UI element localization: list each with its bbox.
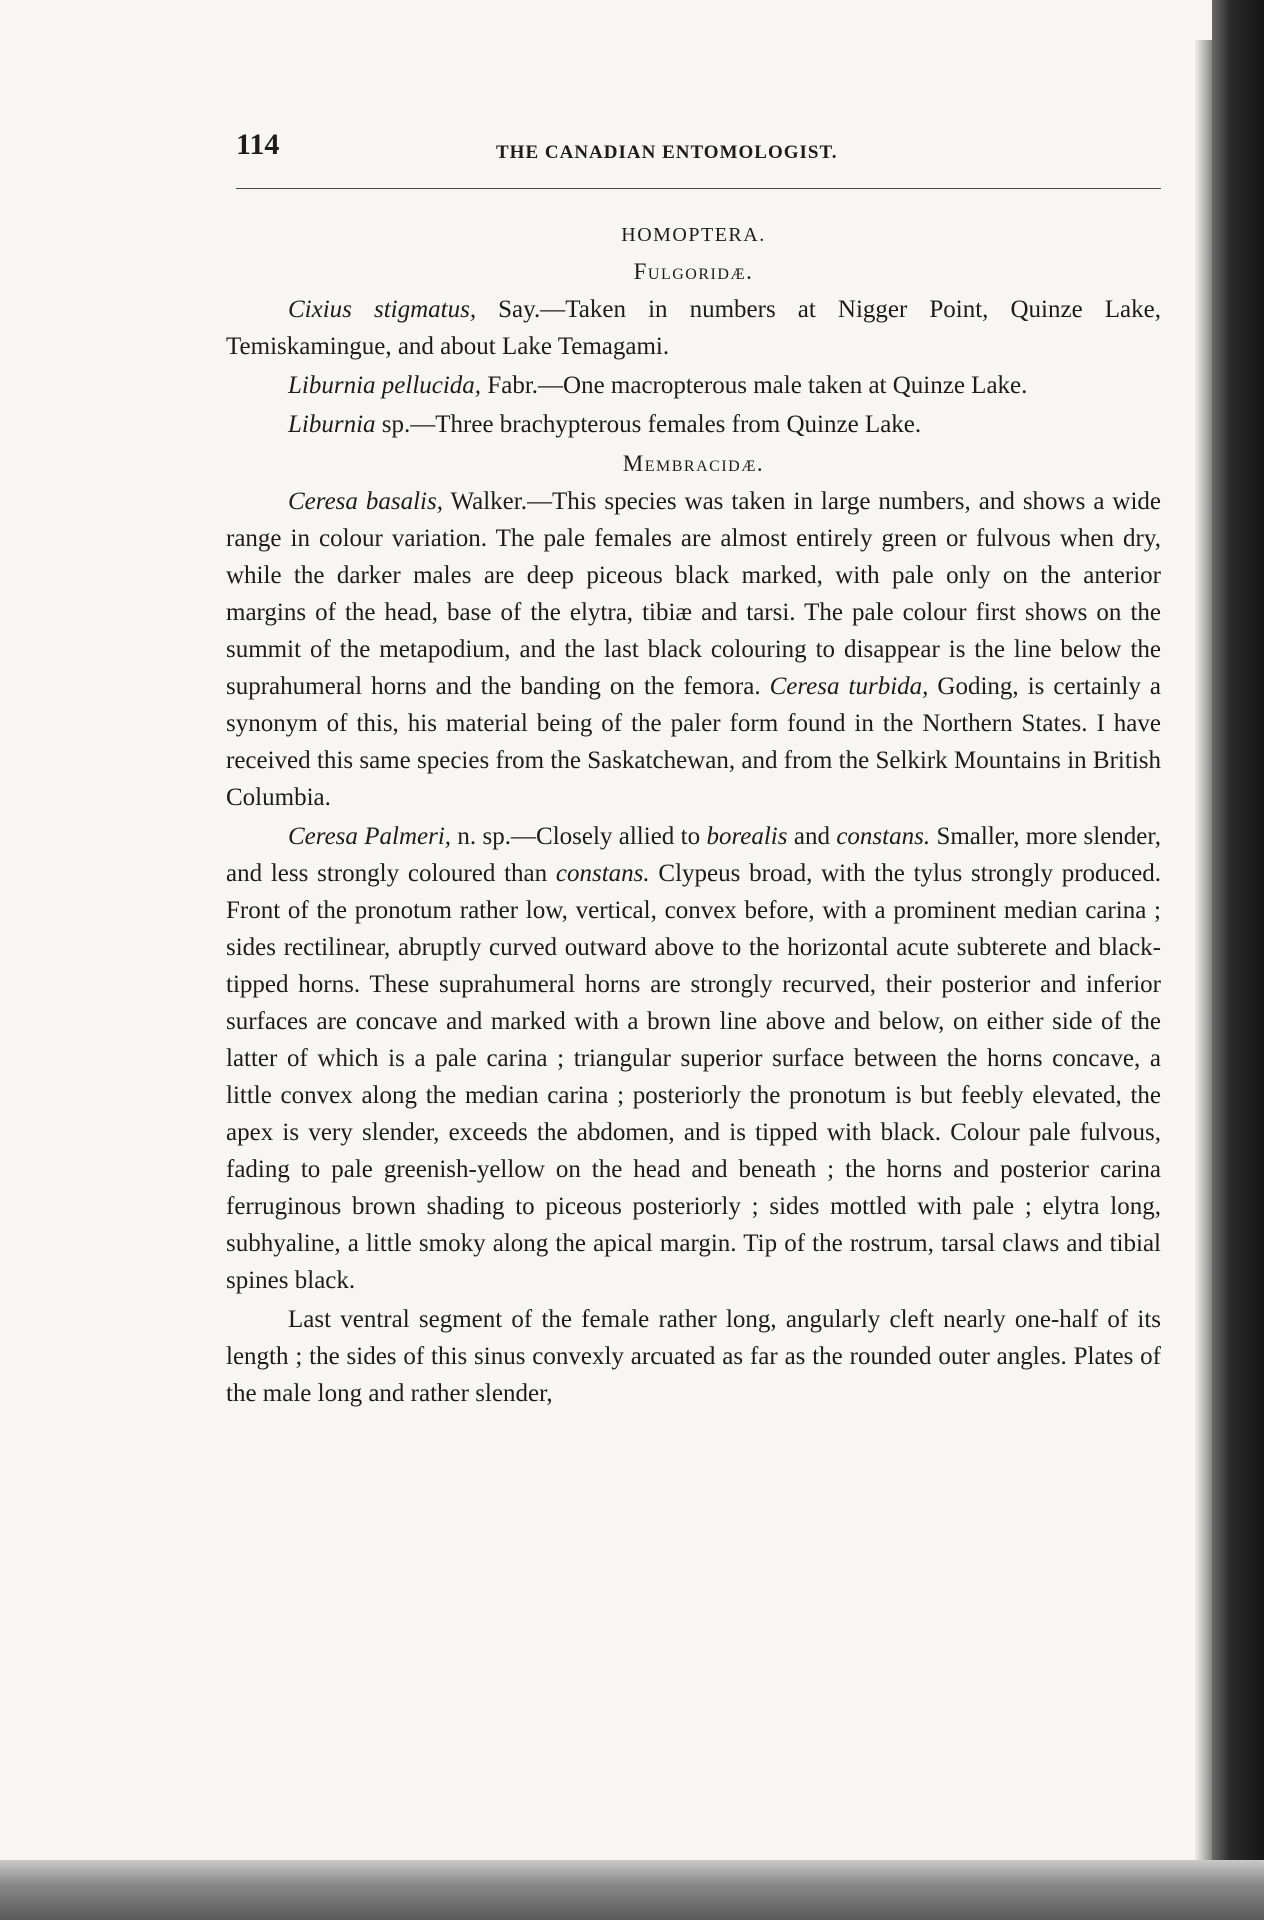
entry-ceresa-basalis [226,483,1161,816]
species-reference: constans. [836,823,931,850]
page-number: 114 [236,128,280,161]
entry-liburnia-sp [226,406,1161,443]
entry-last-paragraph [226,1301,1161,1412]
entry-text: Say.—Taken in numbers at Nigger Point, Quinze Lake, Temiskamingue, and about Lake Temagami. [226,296,1161,360]
species-reference: constans. [555,860,650,887]
species-name: Ceresa Palmeri, [288,823,452,850]
species-reference: borealis [706,823,788,850]
synonym-name: Ceresa turbida, [769,673,929,700]
family-title-fulgoridae: Fulgoridæ. [633,259,754,284]
entry-text: Clypeus broad, with the tylus strongly produced. Front of the pronotum rather low, vertical, convex before, with a prominent median carina ; sides rectilinear, abruptly curved outward above to the horizontal acute subterete and black-tipped horns. These suprahumeral horns are strongly recurved, their posterior and inferior surfaces are concave and marked with a brown line above and below, on either side of the latter of which is a pale carina ; triangular superior surface between the horns concave, a little convex along the median carina ; posteriorly the pronotum is but feebly elevated, the apex is very slender, exceeds the abdomen, and is tipped with black. Colour pale fulvous, fading to pale greenish-yellow on the head and beneath ; the horns and posterior carina ferruginous brown shading to piceous posteriorly ; sides mottled with pale ; elytra long, subhyaline, a little smoky along the apical margin. Tip of the rostrum, tarsal claws and tibial spines black. [226,860,1161,1294]
header-rule [236,188,1161,189]
species-name: Cixius stigmatus, [288,296,477,323]
page-header [226,120,1161,163]
entry-text: Goding, is certainly a synonym of this, his material being of the paler form found in the Northern States. I have received this same species from the Saskatchewan, and from the Selkirk Mountains in British Columbia. [226,673,1161,811]
entry-text: Last ventral segment of the female rather long, angularly cleft nearly one-half of its length ; the sides of this sinus convexly arcuated as far as the rounded outer angles. Plates of the male long and rather slender, [226,1306,1161,1407]
entry-text: Walker.—This species was taken in large numbers, and shows a wide range in colour variation. The pale females are almost entirely green or fulvous when dry, while the darker males are deep piceous black marked, with pale only on the anterior margins of the head, base of the elytra, tibiæ and tarsi. The pale colour first shows on the summit of the metapodium, and the last black colouring to disappear is the line below the suprahumeral horns and the banding on the femora. [226,488,1161,700]
entry-text: Smaller, more slender, and less strongly coloured than [226,823,1161,887]
entry-text: n. sp.—Closely allied to [451,823,707,850]
page-edge-shadow [1212,0,1264,1920]
entry-text: and [787,823,837,850]
text-body [226,291,1161,1412]
species-name: Liburnia [288,411,376,438]
entry-text: sp.—Three brachypterous females from Quinze Lake. [375,411,922,438]
order-title: HOMOPTERA. [621,224,766,246]
entry-text: Fabr.—One macropterous male taken at Quinze Lake. [481,372,1028,399]
entry-ceresa-palmeri [226,818,1161,1299]
page-gutter-shadow [1194,40,1212,1870]
species-name: Ceresa basalis, [288,488,443,515]
entry-cixius [226,291,1161,365]
page-content [226,120,1161,1414]
family-title-membracidae: Membracidæ. [622,451,765,476]
running-head: THE CANADIAN ENTOMOLOGIST. [496,142,838,163]
entry-liburnia-pellucida [226,367,1161,404]
species-name: Liburnia pellucida, [288,372,482,399]
page-bottom-shadow [0,1860,1264,1920]
